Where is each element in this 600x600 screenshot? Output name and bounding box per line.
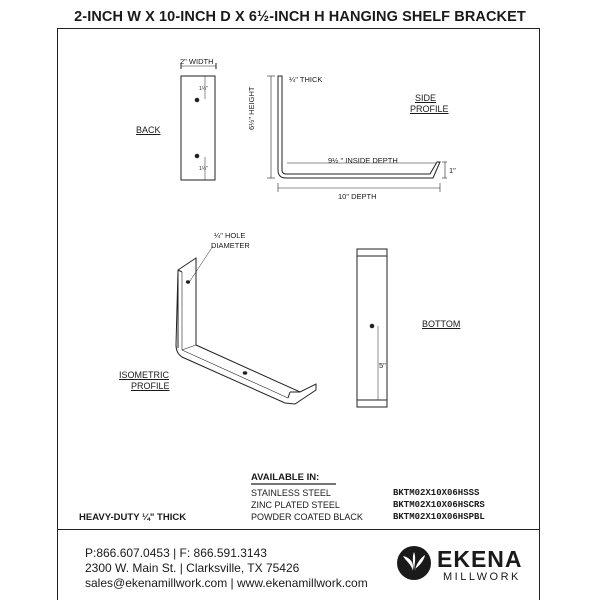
leaf-circle-icon — [397, 546, 431, 580]
finish-sku: BKTM02X10X06HSPBL — [393, 512, 485, 522]
finish-name: POWDER COATED BLACK — [251, 512, 363, 522]
side-inside-depth-dimension: 9½ " INSIDE DEPTH — [328, 156, 398, 165]
back-view-drawing — [181, 63, 216, 180]
bottom-view-drawing — [357, 249, 387, 407]
back-width-dimension: 2" WIDTH — [180, 57, 214, 66]
bottom-hole-dimension: 5" — [379, 361, 386, 370]
hole-diameter-label-1: ¼" HOLE — [214, 231, 246, 240]
bottom-view-label: BOTTOM — [422, 319, 461, 329]
brand-subname: MILLWORK — [443, 571, 521, 583]
thickness-note: HEAVY-DUTY ¼" THICK — [79, 512, 187, 523]
available-in-heading: AVAILABLE IN: — [251, 472, 320, 483]
page-title: 2-INCH W X 10-INCH D X 6½-INCH H HANGING SHELF BRACKET — [74, 9, 526, 25]
side-profile-label-2: PROFILE — [410, 104, 449, 114]
phone-fax: P:866.607.0453 | F: 866.591.3143 — [85, 546, 267, 560]
finish-name: STAINLESS STEEL — [251, 488, 331, 498]
address: 2300 W. Main St. | Clarksville, TX 75426 — [85, 561, 300, 575]
side-lip-dimension: 1" — [449, 166, 456, 175]
finish-name: ZINC PLATED STEEL — [251, 500, 340, 510]
back-view-label: BACK — [136, 125, 161, 135]
side-height-dimension: 6½" HEIGHT — [247, 86, 256, 130]
hole-diameter-label-2: DIAMETER — [211, 241, 250, 250]
back-top-hole-dimension: 1½" — [199, 86, 208, 92]
side-thickness-dimension: ¼" THICK — [289, 75, 323, 84]
web-email: sales@ekenamillwork.com | www.ekenamillwork.com — [85, 576, 368, 590]
side-depth-dimension: 10" DEPTH — [338, 192, 377, 201]
back-bottom-hole-dimension: 1½" — [199, 166, 208, 172]
finish-sku: BKTM02X10X06HSCRS — [393, 500, 485, 510]
isometric-drawing — [176, 246, 316, 404]
side-profile-label-1: SIDE — [415, 93, 437, 103]
finish-sku: BKTM02X10X06HSSS — [393, 488, 480, 498]
isometric-label-1: ISOMETRIC — [119, 370, 170, 380]
isometric-label-2: PROFILE — [131, 381, 170, 391]
brand-name: EKENA — [437, 546, 523, 572]
